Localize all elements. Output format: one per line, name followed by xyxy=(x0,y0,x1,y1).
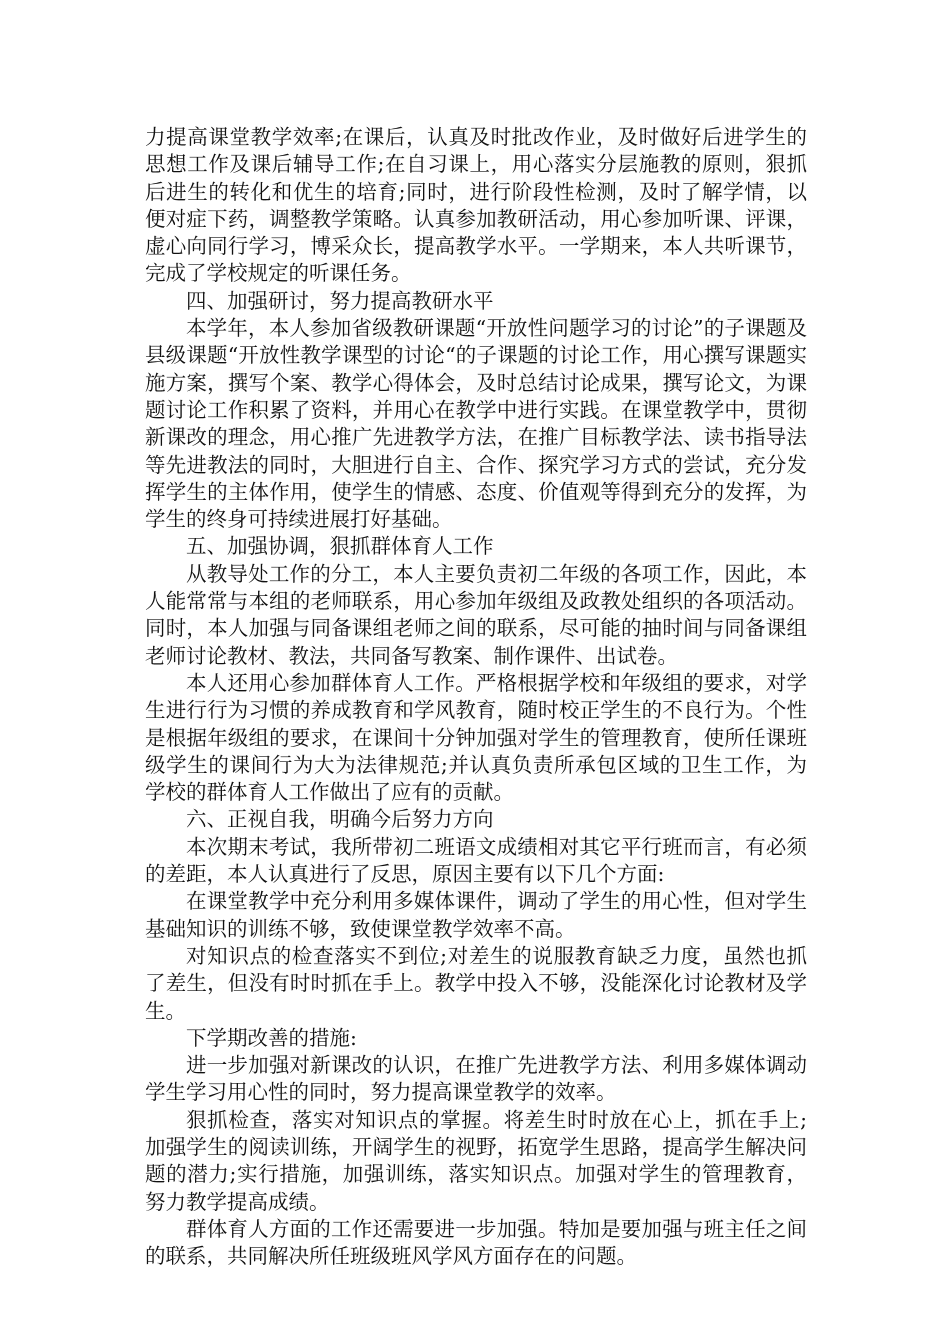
document-body xyxy=(145,124,807,1270)
paragraph: 狠抓检查，落实对知识点的掌握。将差生时时放在心上，抓在手上;加强学生的阅读训练，开阔学生的视野，拓宽学生思路，提高学生解决问题的潜力;实行措施，加强训练，落实知识点。加强对学生的管理教育，努力教学提高成绩。 xyxy=(145,1107,807,1214)
paragraph: 对知识点的检查落实不到位;对差生的说服教育缺乏力度，虽然也抓了差生，但没有时时抓在手上。教学中投入不够，没能深化讨论教材及学生。 xyxy=(145,943,807,1023)
paragraph: 本学年，本人参加省级教研课题“开放性问题学习的讨论”的子课题及县级课题“开放性教学课型的讨论“的子课题的讨论工作，用心撰写课题实施方案，撰写个案、教学心得体会，及时总结讨论成果，撰写论文，为课题讨论工作积累了资料，并用心在教学中进行实践。在课堂教学中，贯彻新课改的理念，用心推广先进教学方法，在推广目标教学法、读书指导法等先进教法的同时，大胆进行自主、合作、探究学习方式的尝试，充分发挥学生的主体作用，使学生的情感、态度、价值观等得到充分的发挥，为学生的终身可持续进展打好基础。 xyxy=(145,316,807,532)
sub-heading-improvement: 下学期改善的措施: xyxy=(186,1025,357,1050)
section-heading-6: 六、正视自我，明确今后努力方向 xyxy=(186,807,494,832)
section-heading-5: 五、加强协调，狠抓群体育人工作 xyxy=(186,534,494,559)
paragraph: 从教导处工作的分工，本人主要负责初二年级的各项工作，因此，本人能常常与本组的老师联系，用心参加年级组及政教处组织的各项活动。同时，本人加强与同备课组老师之间的联系，尽可能的抽时间与同备课组老师讨论教材、教法，共同备写教案、制作课件、出试卷。 xyxy=(145,561,807,668)
paragraph: 进一步加强对新课改的认识，在推广先进教学方法、利用多媒体调动学生学习用心性的同时，努力提高课堂教学的效率。 xyxy=(145,1053,807,1105)
section-heading-4: 四、加强研讨，努力提高教研水平 xyxy=(186,288,494,313)
paragraph: 本次期末考试，我所带初二班语文成绩相对其它平行班而言，有必须的差距，本人认真进行了反思，原因主要有以下几个方面: xyxy=(145,834,807,887)
paragraph: 本人还用心参加群体育人工作。严格根据学校和年级组的要求，对学生进行行为习惯的养成教育和学风教育，随时校正学生的不良行为。个性是根据年级组的要求，在课间十分钟加强对学生的管理教育，使所任课班级学生的课间行为大为法律规范;并认真负责所承包区域的卫生工作，为学校的群体育人工作做出了应有的贡献。 xyxy=(145,670,807,805)
paragraph: 群体育人方面的工作还需要进一步加强。特加是要加强与班主任之间的联系，共同解决所任班级班风学风方面存在的问题。 xyxy=(145,1216,807,1269)
paragraph-continuation: 力提高课堂教学效率;在课后，认真及时批改作业，及时做好后进学生的思想工作及课后辅导工作;在自习课上，用心落实分层施教的原则，狠抓后进生的转化和优生的培育;同时，进行阶段性检测，及时了解学情，以便对症下药，调整教学策略。认真参加教研活动，用心参加听课、评课，虚心向同行学习，博采众长，提高教学水平。一学期来，本人共听课节，完成了学校规定的听课任务。 xyxy=(145,125,807,286)
paragraph: 在课堂教学中充分利用多媒体课件，调动了学生的用心性，但对学生基础知识的训练不够，致使课堂教学效率不高。 xyxy=(145,889,807,941)
